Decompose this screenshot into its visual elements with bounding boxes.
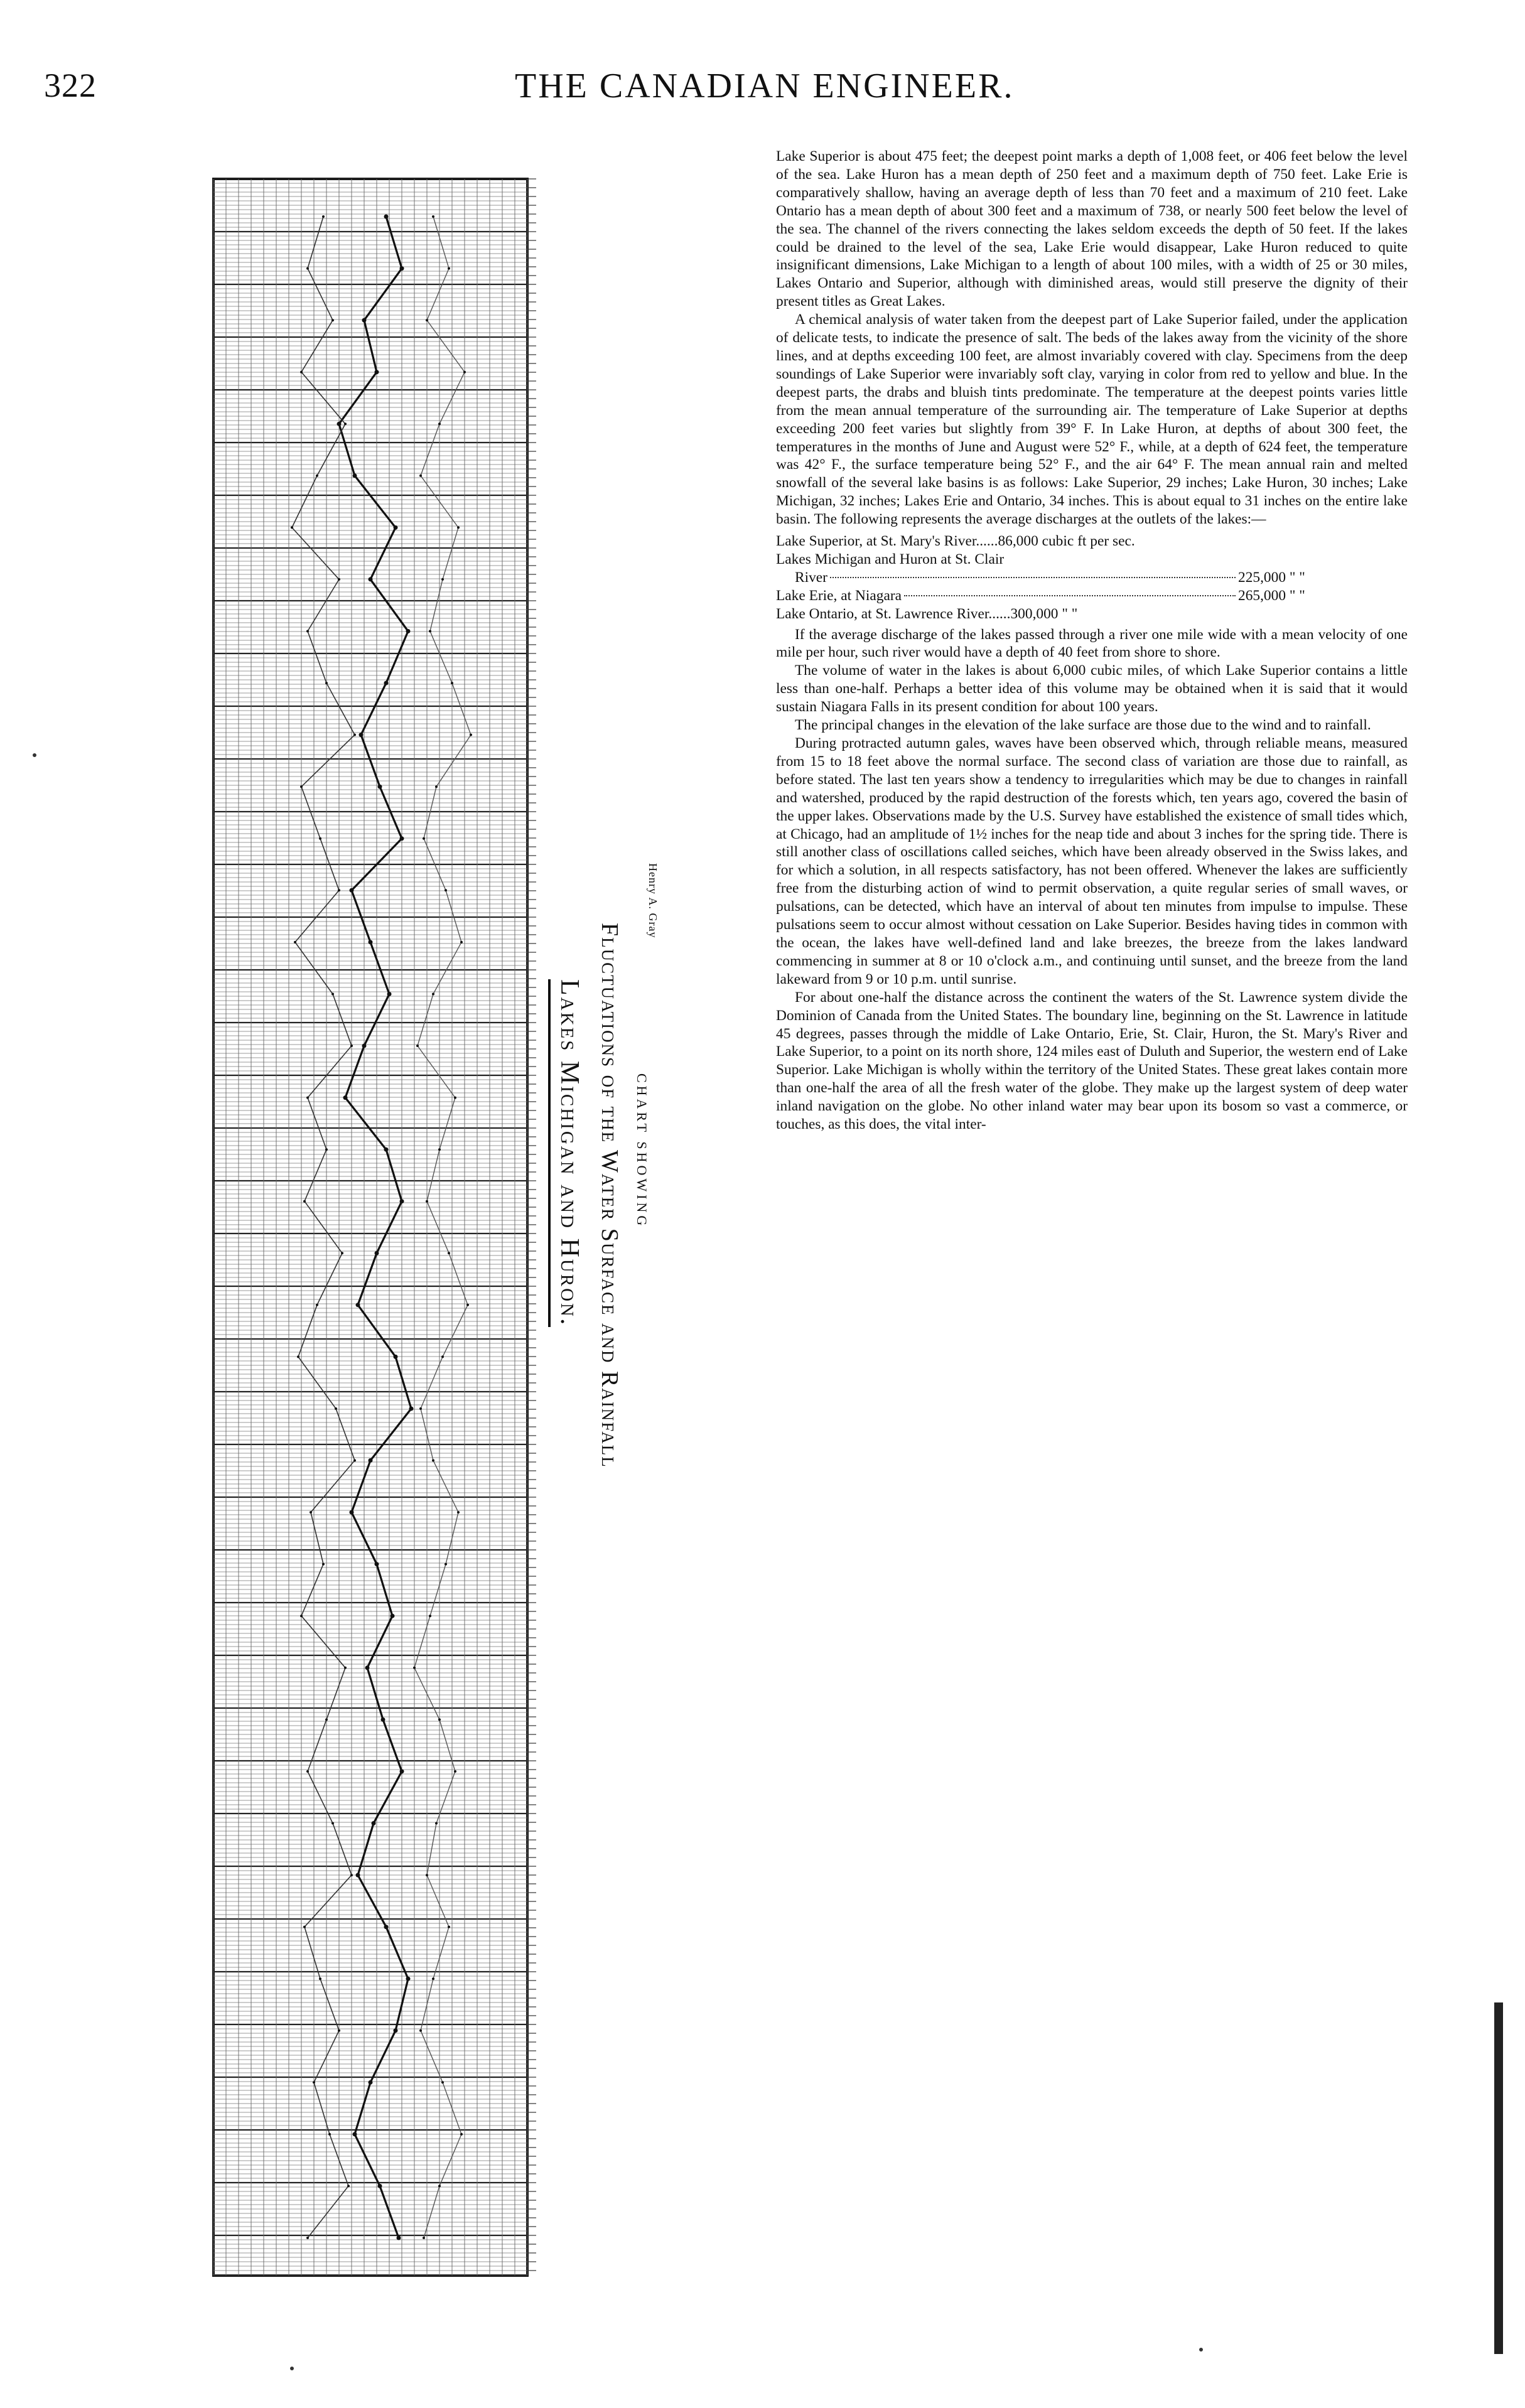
chart-data-point — [319, 837, 321, 840]
chart-frame — [213, 179, 527, 2276]
discharge-name: Lake Ontario, at St. Lawrence River...... — [776, 605, 1011, 622]
print-speck — [290, 2367, 294, 2370]
margin-rule — [1494, 2002, 1503, 2354]
chart-data-point — [432, 993, 434, 996]
chart-data-point — [438, 422, 441, 425]
chart-data-point — [466, 1304, 469, 1306]
chart-svg — [188, 160, 552, 2298]
leader-dots — [904, 595, 1236, 596]
chart-data-point — [335, 1407, 337, 1410]
chart-data-point — [445, 1563, 447, 1566]
chart-data-point — [432, 1459, 434, 1462]
discharge-row — [776, 605, 1408, 623]
chart-data-point — [378, 785, 382, 789]
chart-data-point — [372, 1821, 376, 1825]
chart-data-point — [384, 1925, 389, 1929]
chart-data-point — [338, 578, 340, 581]
chart-data-point — [353, 1459, 356, 1462]
chart-data-point — [344, 1667, 347, 1669]
chart-data-point — [365, 1665, 370, 1670]
print-speck — [33, 753, 36, 757]
chart-data-point — [394, 2028, 398, 2033]
article-paragraph: During protracted autumn gales, waves have been observed which, through reliable means, measured from 15 to 18 feet above the normal surface. The second class of variation are those due to rainfall, as before stated. The last ten years show a tendency to irregularities which may be due to changes in rainfall and watershed, produced by the rapid destruction of the forests which, ten years ago, covered the basin of the upper lakes. Observations made by the U.S. Survey have established the existence of small tides which, at Chicago, had an amplitude of 1½ inches for the neap tide and about 3 inches for the spring tide. There is still another class of oscillations called seiches, which have been already observed in the Swiss lakes, and for which a solution, in all respects satisfactory, has not been offered. Whenever the lakes are sufficiently free from the disturbing action of wind to permit observation, a quite regular series of small waves, or pulsations, can be detected, which have an interval of about ten minutes from impulse to impulse. These pulsations seem to occur almost without cessation on Lake Superior. Besides having tides in common with the ocean, the lakes have well-defined land and lake breezes, the breeze from the lakes landward commencing in summer at 8 or 10 o'clock a.m., and continuing until sunset, and the breeze from the land lakeward from 9 or 10 p.m. until sunrise. — [776, 735, 1408, 987]
chart-data-point — [328, 2133, 331, 2136]
chart-data-point — [297, 1355, 299, 1358]
chart-data-point — [423, 2237, 425, 2239]
chart-showing-label: CHART SHOWING — [634, 1073, 650, 1229]
article-paragraph: Lake Superior is about 475 feet; the deepest point marks a depth of 1,008 feet, or 406 feet below the level of the sea. Lake Huron has a mean depth of 250 feet and a maximum depth of 750 feet. Lake Erie is comparatively shallow, having an average depth of less than 70 feet and a maximum of 210 feet. Lake Ontario has a mean depth of about 300 feet and a maximum of 738, or nearly 500 feet below the level of the sea. The channel of the rivers connecting the lakes seldom exceeds the depth of 50 feet. If the lakes could be drained to the level of the sea, Lake Erie would disappear, Lake Huron reduced to quite insignificant dimensions, Lake Michigan to a length of about 100 miles, with a width of 25 or 30 miles, Lakes Ontario and Superior, although with diminished areas, would still preserve the dignity of their present titles as Great Lakes. — [776, 148, 1408, 310]
chart-data-point — [438, 1718, 441, 1721]
article-body — [776, 148, 1408, 2382]
chart-data-point — [435, 785, 438, 788]
chart-data-point — [457, 1511, 460, 1513]
chart-data-point — [362, 1044, 367, 1048]
chart-data-point — [423, 837, 425, 840]
chart-data-point — [375, 1562, 379, 1566]
chart-data-point — [384, 1148, 389, 1152]
chart-data-point — [300, 371, 303, 374]
discharge-value: 86,000 cubic ft per sec. — [998, 533, 1135, 550]
chart-data-point — [356, 1303, 360, 1307]
discharge-row — [776, 551, 1408, 569]
chart-data-point — [400, 836, 404, 841]
chart-data-point — [426, 1200, 428, 1203]
chart-data-point — [294, 941, 296, 943]
chart-data-point — [391, 1614, 395, 1618]
chart-data-point — [432, 1977, 434, 1980]
chart-data-point — [432, 215, 434, 218]
chart-data-point — [426, 319, 428, 321]
chart-data-point — [369, 940, 373, 944]
chart-data-point — [347, 2185, 350, 2187]
chart-data-point — [438, 2185, 441, 2187]
chart-data-point — [375, 1251, 379, 1255]
chart-data-point — [394, 525, 398, 530]
chart-data-point — [350, 888, 354, 893]
discharge-name: River — [795, 569, 827, 586]
chart-data-point — [426, 1874, 428, 1876]
chart-data-point — [300, 785, 303, 788]
chart-data-point — [316, 475, 318, 477]
chart-data-point — [384, 681, 389, 685]
chart-data-point — [419, 475, 422, 477]
chart-data-point — [429, 1615, 431, 1617]
chart-data-point — [387, 992, 392, 996]
chart-data-point — [429, 630, 431, 633]
chart-data-point — [343, 1095, 348, 1100]
chart-data-point — [409, 1407, 414, 1411]
chart-data-point — [416, 1045, 419, 1047]
discharge-row — [776, 569, 1408, 587]
discharge-value: 225,000 " " — [1238, 569, 1305, 586]
chart-title-line2: Lakes Michigan and Huron. — [548, 979, 585, 1327]
chart-data-point — [353, 2132, 357, 2136]
chart-data-point — [341, 1252, 343, 1254]
fluctuation-chart — [188, 160, 552, 2298]
chart-data-point — [448, 1926, 450, 1928]
chart-data-point — [369, 2080, 373, 2085]
chart-data-point — [384, 215, 389, 219]
chart-data-point — [313, 2081, 315, 2083]
chart-data-point — [331, 993, 334, 996]
chart-data-point — [454, 1770, 456, 1773]
chart-data-point — [344, 422, 347, 425]
article-paragraph: If the average discharge of the lakes passed through a river one mile wide with a mean velocity of one mile per hour, such river would have a depth of 40 feet from shore to shore. — [776, 626, 1408, 661]
chart-data-point — [460, 2133, 463, 2136]
chart-data-point — [359, 733, 364, 737]
chart-data-point — [300, 1615, 303, 1617]
chart-data-point — [291, 526, 293, 529]
chart-credit: Henry A. Gray — [647, 863, 659, 938]
chart-data-point — [362, 318, 367, 323]
discharge-table — [776, 532, 1408, 623]
chart-data-point — [457, 526, 460, 529]
chart-data-point — [322, 1563, 325, 1566]
chart-data-point — [441, 578, 444, 581]
chart-data-point — [406, 629, 411, 633]
chart-data-point — [350, 1510, 354, 1515]
chart-caption — [556, 797, 719, 1551]
chart-data-point — [413, 1667, 416, 1669]
chart-data-point — [306, 267, 309, 270]
chart-data-point — [451, 682, 453, 684]
chart-data-point — [350, 1874, 353, 1876]
chart-data-point — [325, 682, 328, 684]
chart-data-point — [338, 2029, 340, 2032]
article-paragraph: A chemical analysis of water taken from the deepest part of Lake Superior failed, under the application of delicate tests, to indicate the presence of salt. The beds of the lakes away from the vicinity of the shore lines, and at depths exceeding 100 feet, are almost invariably covered with clay. Specimens from the deep soundings of Lake Superior were invariably soft clay, varying in color from red to yellow and blue. In the deepest parts, the drabs and bluish tints predominate. The temperature at the deepest points varies little from the mean annual temperature of the surrounding air. The temperature of Lake Superior at depths exceeding 200 feet varies but slightly from 39° F. In Lake Huron, at depths of about 300 feet, the temperatures in the months of June and August were 52° F., while, at a depth of 624 feet, the temperature was 42° F., the surface temperature being 52° F., and the air 64° F. The mean annual rain and melted snowfall of the several lake basins is as follows: Lake Superior, 29 inches; Lake Huron, 30 inches; Lake Michigan, 32 inches; Lakes Erie and Ontario, 34 inches. This is about equal to 31 inches on the entire lake basin. The following represents the average discharges at the outlets of the lakes:— — [776, 311, 1408, 528]
chart-data-point — [445, 889, 447, 891]
chart-data-point — [406, 1977, 411, 1981]
chart-data-point — [319, 1977, 321, 1980]
chart-data-point — [441, 2081, 444, 2083]
chart-data-point — [470, 734, 472, 736]
chart-data-point — [337, 422, 342, 426]
chart-title-line1: Fluctuations of the Water Surface and Rainfall — [596, 923, 623, 1468]
chart-data-point — [400, 1769, 404, 1773]
chart-data-point — [310, 1511, 312, 1513]
discharge-value: 300,000 " " — [1010, 605, 1078, 622]
chart-data-point — [454, 1097, 456, 1099]
discharge-name: Lake Erie, at Niagara — [776, 587, 902, 604]
article-paragraph: The principal changes in the elevation of the lake surface are those due to the wind and to rainfall. — [795, 717, 1371, 734]
chart-data-point — [353, 473, 357, 478]
article-paragraph: For about one-half the distance across the continent the waters of the St. Lawrence system divide the Dominion of Canada from the United States. The boundary line, beginning on the St. Lawrence in latitude 45 degrees, passes through the middle of Lake Ontario, Erie, St. Clair, Huron, the St. Mary's River and Lake Superior, to a point on its north shore, 124 miles east of Duluth and Superior, the western end of Lake Superior. Lake Michigan is wholly within the territory of the United States. These great lakes contain more than one-half the area of all the fresh water of the globe. They make up the largest system of deep water inland navigation on the globe. No other inland water may bear upon its bosom so vast a commerce, or touches, as this does, the vital inter- — [776, 989, 1408, 1133]
chart-data-point — [356, 1873, 360, 1878]
chart-data-point — [378, 2184, 382, 2188]
chart-data-point — [369, 577, 373, 581]
chart-data-point — [460, 941, 463, 943]
chart-data-point — [400, 1199, 404, 1203]
chart-data-point — [322, 215, 325, 218]
chart-data-point — [306, 2237, 309, 2239]
chart-data-point — [303, 1926, 306, 1928]
discharge-row — [776, 532, 1408, 551]
chart-data-point — [338, 889, 340, 891]
chart-data-point — [419, 1407, 422, 1410]
chart-data-point — [316, 1304, 318, 1306]
page-header-title: THE CANADIAN ENGINEER. — [515, 67, 1015, 105]
chart-data-point — [463, 371, 466, 374]
discharge-row — [776, 587, 1408, 605]
chart-data-point — [350, 1045, 353, 1047]
chart-data-point — [331, 1822, 334, 1825]
discharge-value: 265,000 " " — [1238, 587, 1305, 604]
chart-data-point — [306, 1097, 309, 1099]
page-number: 322 — [44, 67, 97, 104]
leader-dots — [830, 577, 1236, 578]
chart-data-point — [448, 1252, 450, 1254]
chart-data-point — [435, 1822, 438, 1825]
chart-data-point — [448, 267, 450, 270]
chart-data-point — [306, 630, 309, 633]
discharge-name: Lake Superior, at St. Mary's River...... — [776, 533, 998, 550]
chart-data-point — [306, 1770, 309, 1773]
chart-data-point — [331, 319, 334, 321]
chart-data-point — [325, 1718, 328, 1721]
chart-data-point — [394, 1355, 398, 1359]
chart-data-point — [325, 1148, 328, 1151]
chart-data-point — [303, 1200, 306, 1203]
chart-data-point — [438, 1148, 441, 1151]
chart-data-point — [353, 734, 356, 736]
chart-data-point — [419, 2029, 422, 2032]
chart-data-point — [441, 1355, 444, 1358]
chart-data-point — [369, 1458, 373, 1463]
chart-data-point — [381, 1717, 385, 1722]
article-paragraph: The volume of water in the lakes is about 6,000 cubic miles, of which Lake Superior contains a little less than one-half. Perhaps a better idea of this volume may be obtained when it is said that it would sustain Niagara Falls in its present condition for about 100 years. — [776, 662, 1408, 716]
print-speck — [1199, 2348, 1203, 2352]
chart-data-point — [400, 266, 404, 271]
chart-data-point — [375, 370, 379, 374]
chart-data-point — [397, 2236, 401, 2240]
discharge-name: Lakes Michigan and Huron at St. Clair — [776, 551, 1005, 567]
